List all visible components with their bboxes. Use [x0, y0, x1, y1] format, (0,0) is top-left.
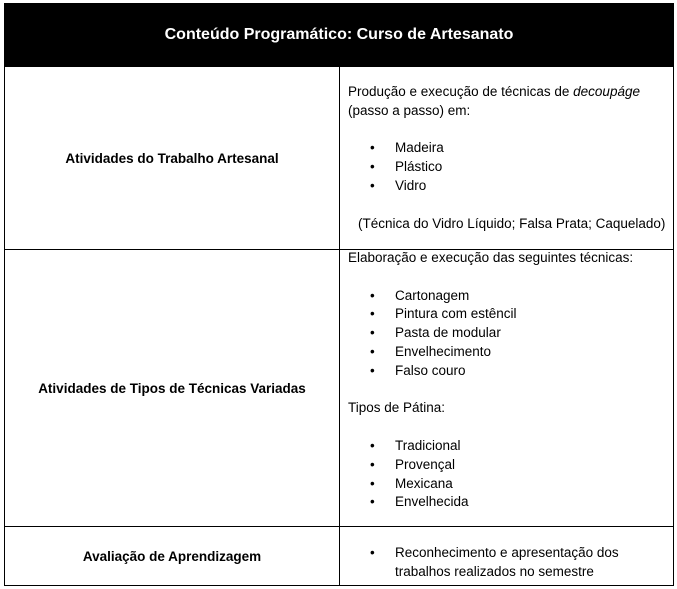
- list-item: • Tradicional: [370, 437, 461, 453]
- list-item: • Envelhecimento: [370, 343, 492, 359]
- row-label-trabalho-artesanal: Atividades do Trabalho Artesanal: [65, 150, 279, 166]
- list-item: • Plástico: [370, 159, 443, 175]
- patina-heading: Tipos de Pátina:: [348, 400, 446, 416]
- list-item: • Pasta de modular: [370, 325, 501, 341]
- column-divider: [339, 66, 340, 585]
- row-label-avaliacao: Avaliação de Aprendizagem: [82, 548, 262, 564]
- row-intro-cont: (passo a passo) em:: [348, 102, 471, 118]
- evaluation-list: [348, 544, 648, 582]
- list-item: • Envelhecida: [370, 494, 469, 510]
- technique-note: (Técnica do Vidro Líquido; Falsa Prata; Caquelado): [358, 215, 666, 231]
- list-item: • Cartonagem: [370, 287, 470, 303]
- patina-list: [348, 437, 668, 512]
- table-title: Conteúdo Programático: Curso de Artesanato: [5, 4, 673, 66]
- program-table: [4, 3, 674, 586]
- row-intro: Elaboração e execução das seguintes técnicas:: [348, 250, 634, 265]
- list-item: • Reconhecimento e apresentação dos trabalhos realizados no semestre: [370, 545, 619, 579]
- row-content-trabalho-artesanal: [348, 83, 668, 233]
- list-item: • Mexicana: [370, 475, 453, 491]
- row-intro: Produção e execução de técnicas de decoupáge: [348, 84, 640, 99]
- technique-list: [348, 287, 668, 381]
- row-content-avaliacao: [348, 544, 648, 582]
- row-label-tecnicas-variadas: Atividades de Tipos de Técnicas Variadas: [38, 380, 306, 396]
- list-item: • Falso couro: [370, 362, 466, 378]
- row-content-tecnicas-variadas: [348, 249, 668, 512]
- list-item: • Provençal: [370, 456, 456, 472]
- material-list: [348, 139, 668, 195]
- list-item: • Vidro: [370, 177, 427, 193]
- list-item: • Pintura com estêncil: [370, 306, 517, 322]
- list-item: • Madeira: [370, 140, 444, 156]
